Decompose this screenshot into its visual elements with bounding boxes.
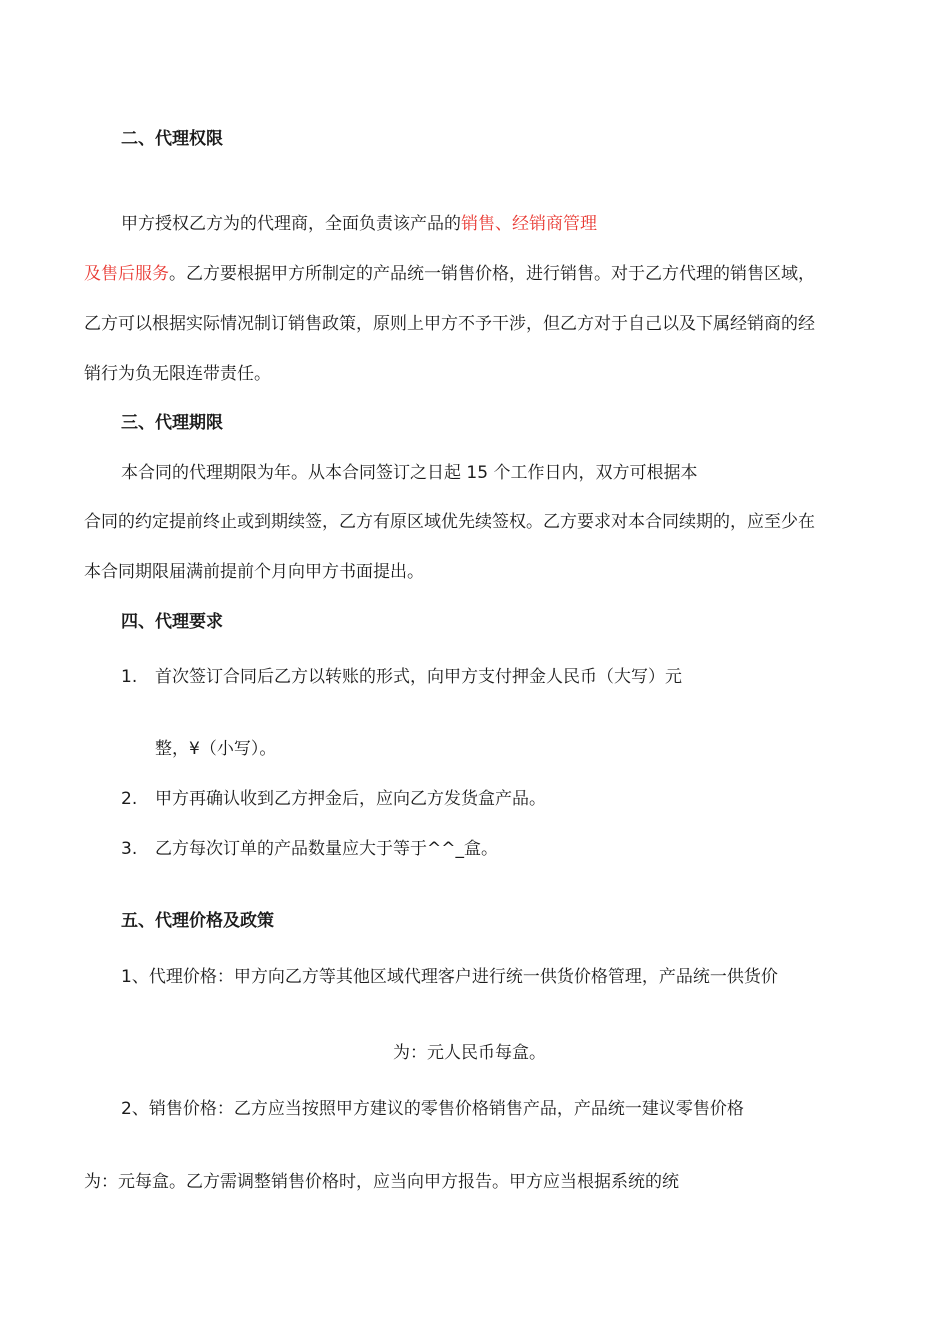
section-heading-requirements: 四、代理要求 (121, 612, 223, 632)
list-item-text: 乙方每次订单的产品数量应大于等于^^_盒。 (155, 839, 498, 859)
paragraph-line: 为：元人民币每盒。 (393, 1043, 546, 1063)
paragraph-line: 本合同期限届满前提前个月向甲方书面提出。 (84, 562, 424, 582)
list-item (121, 837, 498, 861)
section-heading-authority: 二、代理权限 (121, 129, 223, 149)
list-item (121, 665, 682, 689)
paragraph-line: 本合同的代理期限为年。从本合同签订之日起 15 个工作日内，双方可根据本 (121, 463, 698, 483)
paragraph-line (121, 212, 597, 236)
paragraph-line (84, 262, 815, 286)
list-item-continuation: 整，¥（小写）。 (155, 739, 277, 759)
list-number: 3. (121, 839, 138, 859)
paragraph-line: 为：元每盒。乙方需调整销售价格时，应当向甲方报告。甲方应当根据系统的统 (84, 1172, 679, 1192)
section-heading-pricing: 五、代理价格及政策 (121, 911, 274, 931)
paragraph-line: 2、销售价格：乙方应当按照甲方建议的零售价格销售产品，产品统一建议零售价格 (121, 1099, 744, 1119)
highlighted-text: 及售后服务 (84, 264, 169, 284)
list-number: 1. (121, 667, 138, 687)
highlighted-text: 销售、经销商管理 (461, 214, 597, 234)
list-item-text: 首次签订合同后乙方以转账的形式，向甲方支付押金人民币（大写）元 (155, 667, 682, 687)
paragraph-line: 1、代理价格：甲方向乙方等其他区域代理客户进行统一供货价格管理，产品统一供货价 (121, 967, 778, 987)
text-run: 。乙方要根据甲方所制定的产品统一销售价格，进行销售。对于乙方代理的销售区域， (169, 264, 815, 284)
list-number: 2. (121, 789, 138, 809)
paragraph-line: 销行为负无限连带责任。 (84, 364, 271, 384)
section-heading-term: 三、代理期限 (121, 413, 223, 433)
paragraph-line: 合同的约定提前终止或到期续签，乙方有原区域优先续签权。乙方要求对本合同续期的，应至少在 (84, 512, 815, 532)
paragraph-line: 乙方可以根据实际情况制订销售政策，原则上甲方不予干涉，但乙方对于自己以及下属经销商的经 (84, 314, 815, 334)
list-item-text: 甲方再确认收到乙方押金后，应向乙方发货盒产品。 (155, 789, 546, 809)
text-run: 甲方授权乙方为的代理商，全面负责该产品的 (121, 214, 461, 234)
list-item (121, 787, 546, 811)
